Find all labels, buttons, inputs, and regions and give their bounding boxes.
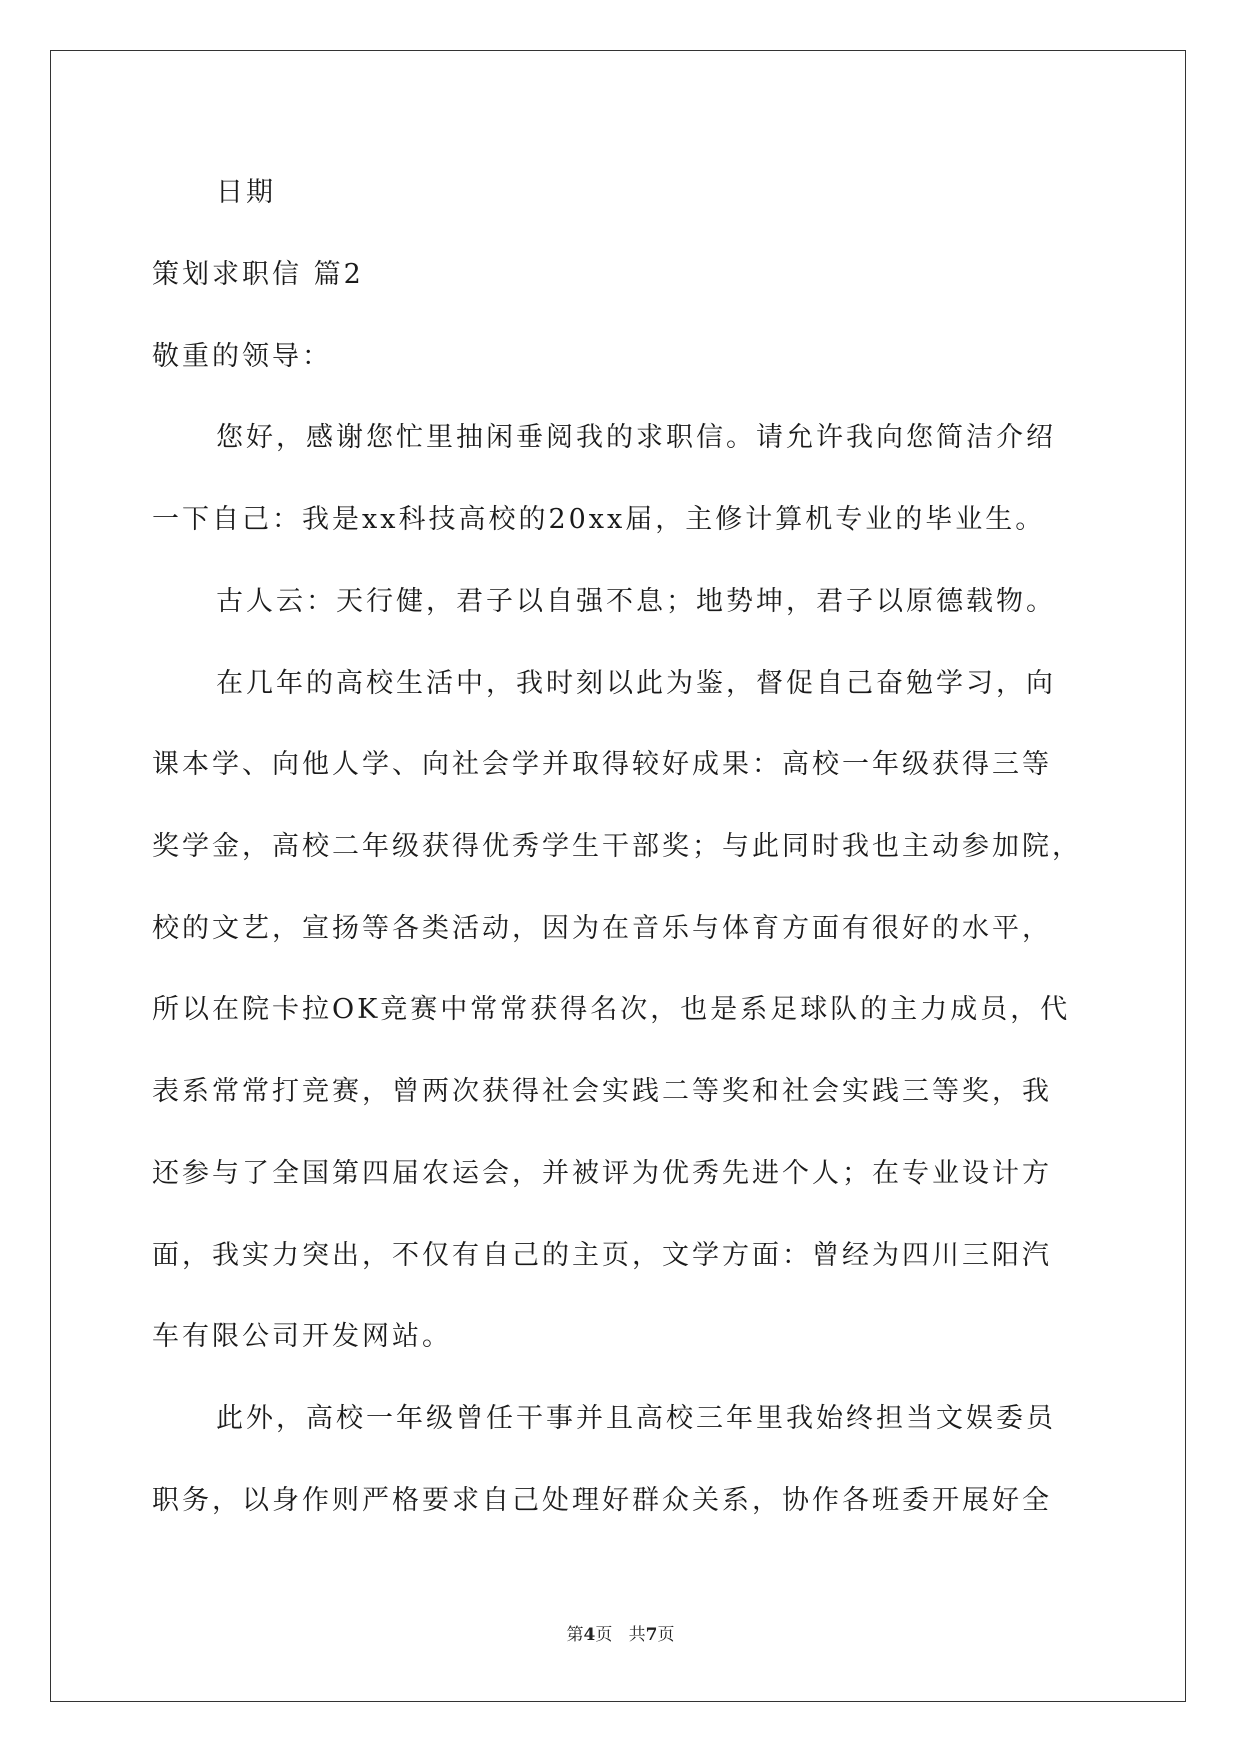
text-line: 所以在院卡拉OK竞赛中常常获得名次，也是系足球队的主力成员，代 — [152, 994, 1071, 1025]
text-line: 表系常常打竞赛，曾两次获得社会实践二等奖和社会实践三等奖，我 — [152, 1076, 1052, 1107]
page-total: 7 — [645, 1625, 658, 1645]
text-line: 古人云：天行健，君子以自强不息；地势坤，君子以原德载物。 — [216, 586, 1056, 617]
page-suffix: 页 — [595, 1625, 613, 1645]
text-line: 课本学、向他人学、向社会学并取得较好成果：高校一年级获得三等 — [152, 749, 1052, 780]
page-border — [50, 50, 1186, 1702]
text-line: 您好，感谢您忙里抽闲垂阅我的求职信。请允许我向您简洁介绍 — [216, 422, 1056, 453]
total-suffix: 页 — [657, 1625, 675, 1645]
text-line: 日期 — [216, 177, 276, 208]
section-heading: 策划求职信 篇2 — [152, 259, 364, 290]
text-line: 一下自己：我是xx科技高校的20xx届，主修计算机专业的毕业生。 — [152, 504, 1046, 535]
text-line: 职务，以身作则严格要求自己处理好群众关系，协作各班委开展好全 — [152, 1485, 1052, 1516]
total-prefix: 共 — [628, 1625, 646, 1645]
text-line: 还参与了全国第四届农运会，并被评为优秀先进个人；在专业设计方 — [152, 1158, 1052, 1189]
text-line: 奖学金，高校二年级获得优秀学生干部奖；与此同时我也主动参加院， — [152, 831, 1082, 862]
page-footer — [0, 1620, 1241, 1645]
text-line: 校的文艺，宣扬等各类活动，因为在音乐与体育方面有很好的水平， — [152, 913, 1052, 944]
page-current: 4 — [583, 1625, 596, 1645]
text-line: 面，我实力突出，不仅有自己的主页，文学方面：曾经为四川三阳汽 — [152, 1240, 1052, 1271]
text-line: 此外，高校一年级曾任干事并且高校三年里我始终担当文娱委员 — [216, 1403, 1056, 1434]
text-line: 在几年的高校生活中，我时刻以此为鉴，督促自己奋勉学习，向 — [216, 668, 1056, 699]
page-prefix: 第 — [566, 1625, 584, 1645]
salutation: 敬重的领导： — [152, 341, 332, 372]
text-line: 车有限公司开发网站。 — [152, 1321, 452, 1352]
